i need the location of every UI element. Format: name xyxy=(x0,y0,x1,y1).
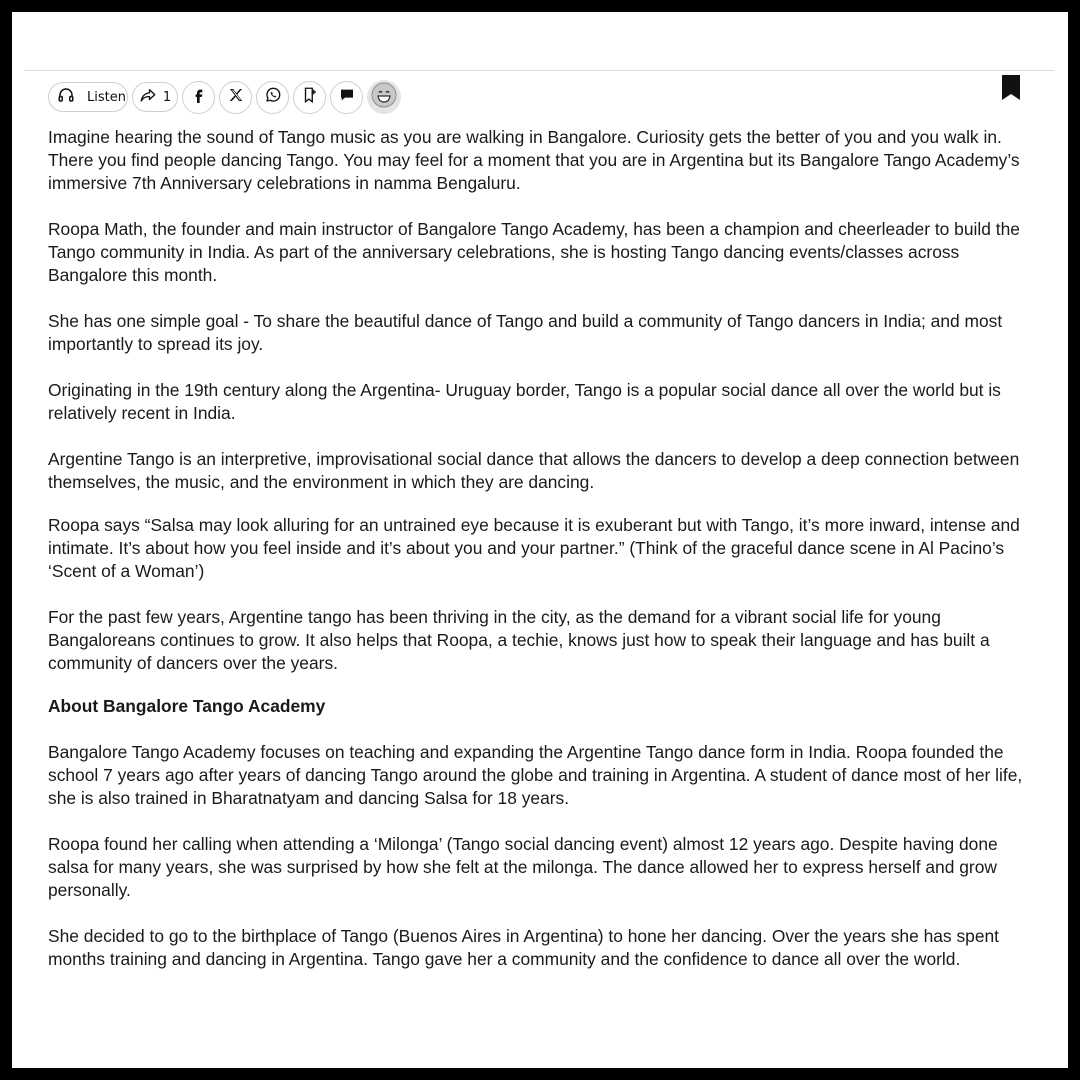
save-to-list-button[interactable] xyxy=(293,81,326,114)
listen-label: Listen xyxy=(87,89,126,105)
article-paragraph: She decided to go to the birthplace of Tango (Buenos Aires in Argentina) to hone her dancing. Over the years she has spent months training and dancing in Argentina. Tango gave her a community and the confidence to dance all over the world. xyxy=(48,926,999,969)
comment-button[interactable] xyxy=(330,81,363,114)
article-page xyxy=(12,12,1068,1068)
article-paragraph: For the past few years, Argentine tango has been thriving in the city, as the demand for a vibrant social life for young Bangaloreans continues to grow. It also helps that Roopa, a techie, knows just how to speak their language and has built a community of dancers over the years. xyxy=(48,607,990,673)
facebook-share-button[interactable] xyxy=(182,81,215,114)
emoji-icon xyxy=(371,82,397,112)
share-button[interactable] xyxy=(132,82,178,112)
save-icon xyxy=(301,86,319,108)
article-paragraph: Bangalore Tango Academy focuses on teaching and expanding the Argentine Tango dance form in India. Roopa founded the school 7 years ago after years of dancing Tango around the globe and training in Argentina. A student of dance most of her life, she is also trained in Bharatnatyam and dancing Salsa for 18 years. xyxy=(48,742,1023,808)
whatsapp-icon xyxy=(264,86,282,108)
article-paragraph: Roopa says “Salsa may look alluring for an untrained eye because it is exuberant but with Tango, it’s more inward, intense and intimate. It’s about how you feel inside and it’s about you and your partner.” (Think of the graceful dance scene in Al Pacino’s ‘Scent of a Woman’) xyxy=(48,515,1020,581)
comment-icon xyxy=(339,87,355,107)
header-divider xyxy=(24,70,1054,71)
article-paragraph: She has one simple goal - To share the beautiful dance of Tango and build a community of Tango dancers in India; and most importantly to spread its joy. xyxy=(48,311,1003,354)
article-paragraph: Imagine hearing the sound of Tango music as you are walking in Bangalore. Curiosity gets the better of you and you walk in. There you find people dancing Tango. You may feel for a moment that you are in Argentina but its Bangalore Tango Academy’s immersive 7th Anniversary celebrations in namma Bengaluru. xyxy=(48,127,1020,193)
article-paragraph: Roopa Math, the founder and main instructor of Bangalore Tango Academy, has been a champion and cheerleader to build the Tango community in India. As part of the anniversary celebrations, she is hosting Tango dancing events/classes across Bangalore this month. xyxy=(48,219,1020,285)
article-paragraph: Originating in the 19th century along the Argentina- Uruguay border, Tango is a popular social dance all over the world but is relatively recent in India. xyxy=(48,380,1001,423)
bookmark-button[interactable] xyxy=(1000,74,1024,102)
headphones-icon xyxy=(57,86,75,108)
facebook-icon xyxy=(191,87,207,107)
reaction-button[interactable] xyxy=(367,80,401,114)
x-share-button[interactable] xyxy=(219,81,252,114)
article-paragraph: Argentine Tango is an interpretive, improvisational social dance that allows the dancers to develop a deep connection between themselves, the music, and the environment in which they are dancing. xyxy=(48,449,1020,492)
listen-button[interactable] xyxy=(48,82,128,112)
article-paragraph: Roopa found her calling when attending a ‘Milonga’ (Tango social dancing event) almost 12 years ago. Despite having done salsa for many years, she was surprised by how she felt at the milonga. The dance allowed her to express herself and grow personally. xyxy=(48,834,998,900)
share-count: 1 xyxy=(162,89,172,105)
article-body xyxy=(48,126,1033,994)
article-subheading: About Bangalore Tango Academy xyxy=(48,696,326,716)
share-icon xyxy=(139,87,157,107)
article-toolbar xyxy=(48,80,401,114)
bookmark-icon xyxy=(1000,87,1022,106)
whatsapp-share-button[interactable] xyxy=(256,81,289,114)
x-icon xyxy=(228,87,244,107)
